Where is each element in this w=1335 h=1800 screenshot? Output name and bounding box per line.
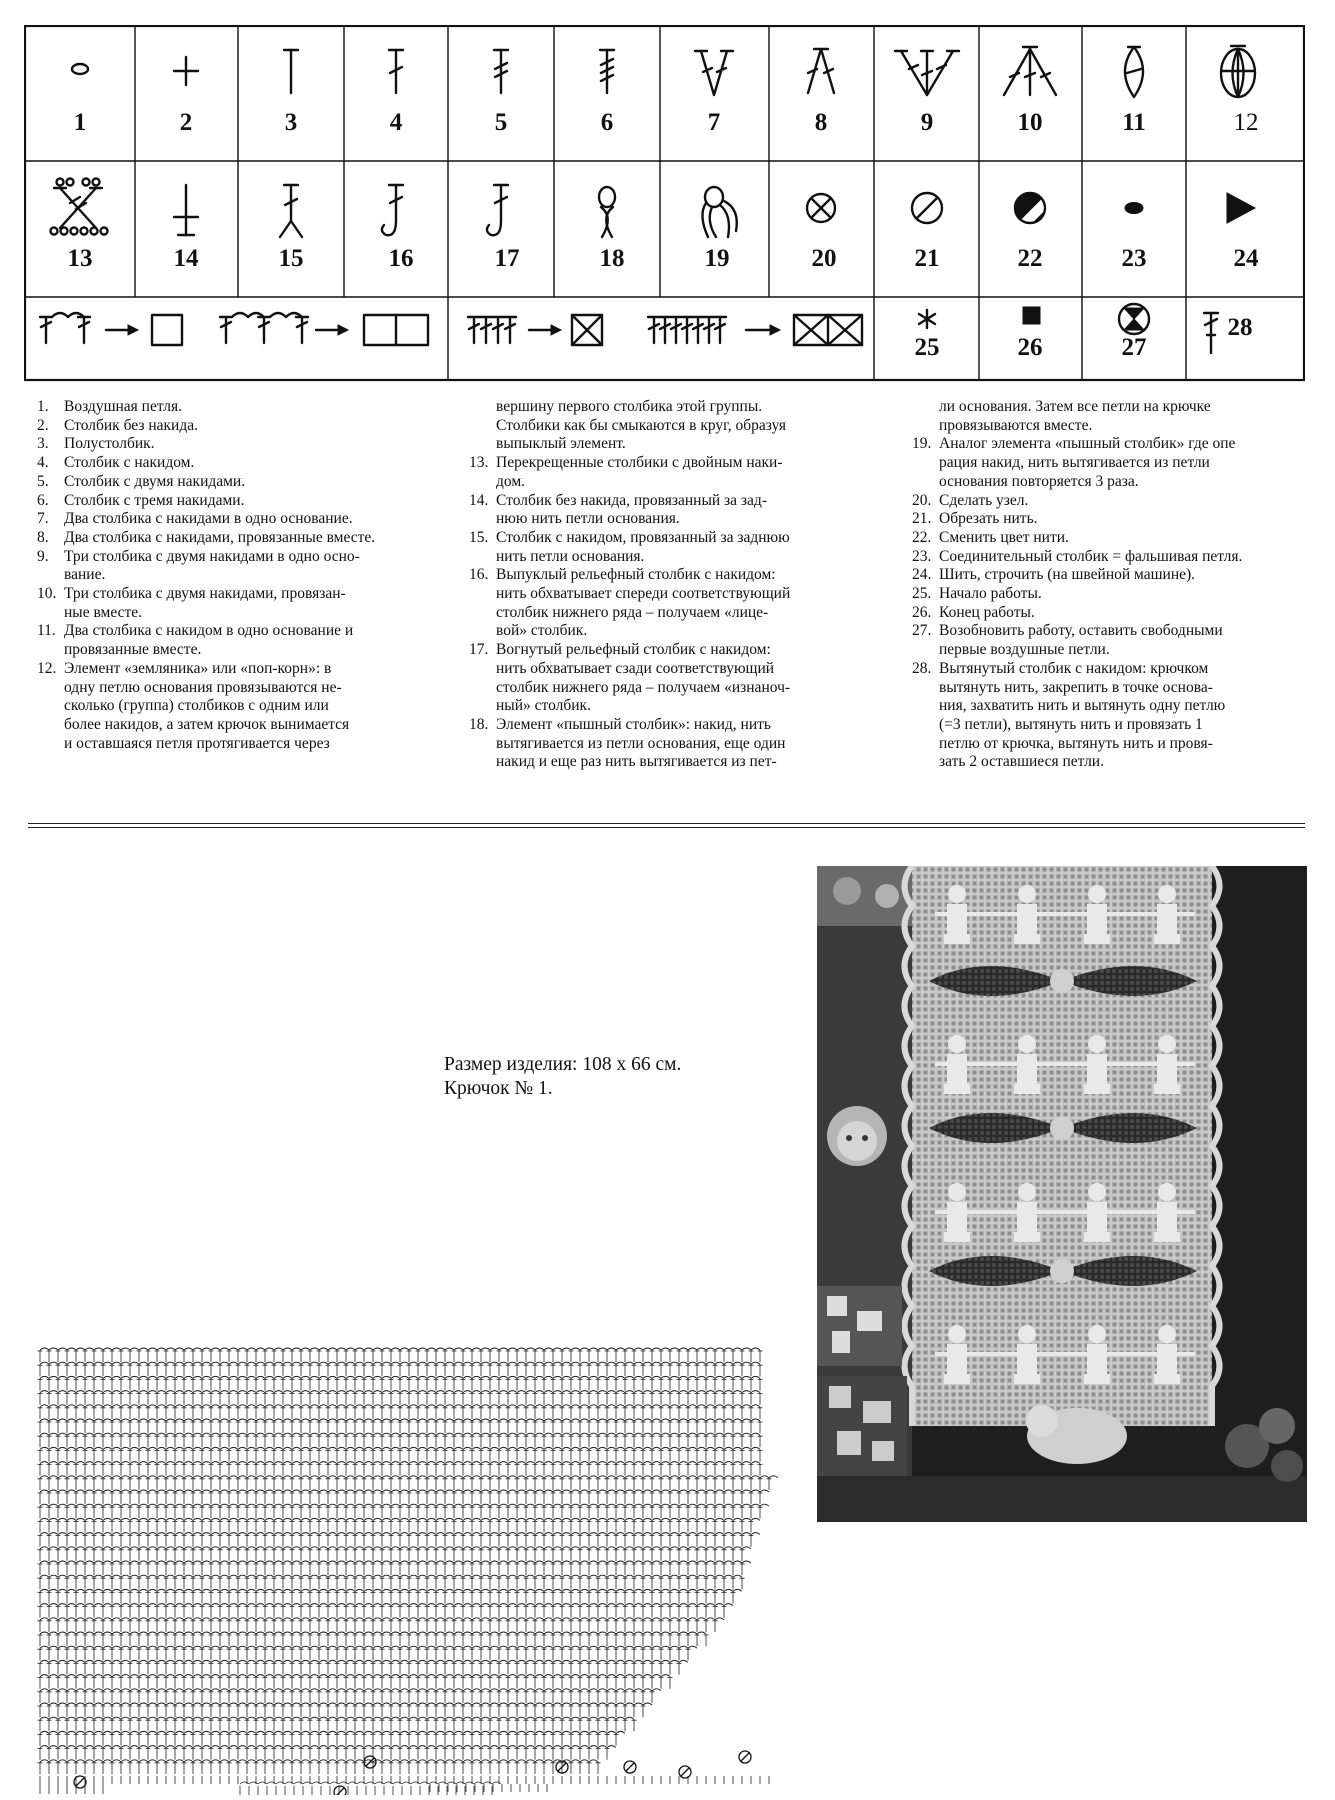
item-number: 11. xyxy=(37,622,56,640)
item-number: 17. xyxy=(469,641,489,659)
item-text: Аналог элемента «пышный столбик» где опе рация накид, нить вытягивается из петли основания повторяется 3 раза. xyxy=(939,435,1236,490)
item-number: 12. xyxy=(37,659,57,677)
item-number: 24. xyxy=(912,566,932,584)
legend-description-item xyxy=(30,660,450,754)
chart-stitch-row xyxy=(38,1762,601,1774)
crochet-chart xyxy=(30,1342,800,1795)
chart-stitch-row xyxy=(38,1421,763,1433)
chart-stitch-row xyxy=(40,1646,697,1648)
item-number: 26. xyxy=(912,603,932,621)
symbol-legend-table xyxy=(24,25,1305,382)
item-text: Конец работы. xyxy=(939,603,1035,621)
item-text: Обрезать нить. xyxy=(939,510,1038,528)
legend-descriptions-column-1 xyxy=(30,398,450,753)
sc-back-loop-icon xyxy=(174,185,198,235)
item-number: 3. xyxy=(37,435,49,453)
stitches-to-double-crossed-square-icon xyxy=(648,315,862,345)
legend-number: 23 xyxy=(1121,245,1147,272)
legend-description-item xyxy=(905,604,1315,623)
chart-stitch-row xyxy=(38,1364,763,1376)
legend-number: 11 xyxy=(1122,109,1146,136)
legend-description-item xyxy=(905,510,1315,529)
legend-description-item xyxy=(905,585,1315,604)
dc-back-loop-icon xyxy=(280,185,302,237)
item-text: Выпуклый рельефный столбик с накидом: нить обхватывает спереди соответствующий столбик нижнего ряда – получаем «лице- вой» столбик. xyxy=(496,566,791,640)
item-text: Вогнутый рельефный столбик с накидом: нить обхватывает сзади соответствующий столбик нижнего ряда – получаем «изнаноч- ный» столбик. xyxy=(496,641,791,715)
chart-stitch-row xyxy=(38,1506,763,1518)
item-number: 8. xyxy=(37,528,49,546)
item-text: Перекрещенные столбики с двойным наки- дом. xyxy=(496,454,783,490)
project-info xyxy=(444,1053,681,1101)
chart-stitch-row xyxy=(38,1733,619,1745)
legend-number: 6 xyxy=(600,109,614,136)
legend-description-item xyxy=(30,585,450,622)
item-text: Воздушная петля. xyxy=(64,398,182,415)
curtain-photo xyxy=(817,866,1307,1522)
item-number: 18. xyxy=(469,715,489,733)
chart-stitch-row xyxy=(40,1547,751,1549)
chart-stitch-row xyxy=(40,1405,760,1407)
chart-stitch-row xyxy=(38,1478,772,1490)
cut-thread-icon xyxy=(912,193,942,223)
cut-thread-marker-slash xyxy=(681,1768,689,1776)
section-divider xyxy=(28,823,1305,824)
item-text: Соединительный столбик = фальшивая петля. xyxy=(939,547,1243,565)
legend-number: 7 xyxy=(707,109,721,136)
chart-stitch-row xyxy=(38,1407,763,1419)
legend-number: 15 xyxy=(278,245,304,272)
single-crochet-icon xyxy=(174,57,198,85)
legend-description-item xyxy=(462,529,882,566)
popcorn-icon xyxy=(1221,46,1255,97)
chart-stitch-row xyxy=(38,1464,763,1476)
legend-number: 25 xyxy=(914,334,940,361)
item-number: 5. xyxy=(37,472,49,490)
chart-stitch-row xyxy=(40,1632,706,1634)
chart-stitch-row xyxy=(40,1376,760,1378)
cut-thread-marker-slash xyxy=(741,1753,749,1761)
resume-work-icon xyxy=(1119,304,1149,334)
chains-to-double-square-icon xyxy=(220,313,428,345)
size-label: Размер изделия: 108 х 66 см. xyxy=(444,1054,682,1075)
chart-stitch-row xyxy=(40,1589,742,1591)
legend-description-item xyxy=(30,473,450,492)
legend-number: 24 xyxy=(1233,245,1259,272)
legend-description-item xyxy=(462,492,882,529)
chart-stitch-row xyxy=(38,1549,745,1561)
chain-stitch-icon xyxy=(72,64,88,74)
legend-descriptions-column-2 xyxy=(462,398,882,772)
legend-number: 16 xyxy=(388,245,414,272)
legend-number: 10 xyxy=(1017,109,1043,136)
item-text: Шить, строчить (на швейной машине). xyxy=(939,566,1196,584)
section-divider xyxy=(28,827,1305,828)
legend-number: 17 xyxy=(494,245,520,272)
item-text: Столбик с тремя накидами. xyxy=(64,491,245,509)
chart-stitch-row xyxy=(38,1449,763,1461)
cut-thread-marker-slash xyxy=(76,1778,84,1786)
legend-number: 26 xyxy=(1017,334,1043,361)
item-text: Три столбика с двумя накидами в одно осно- вание. xyxy=(64,547,360,584)
chart-stitch-row xyxy=(38,1634,709,1646)
legend-number: 4 xyxy=(389,109,403,136)
item-text: Два столбика с накидом в одно основание и провязанные вместе. xyxy=(64,622,354,659)
start-asterisk-icon xyxy=(919,310,935,328)
legend-description-item xyxy=(905,435,1315,491)
cut-thread-marker-slash xyxy=(626,1763,634,1771)
item-text: Сделать узел. xyxy=(939,491,1029,509)
legend-description-item xyxy=(905,492,1315,511)
chart-stitch-row xyxy=(38,1719,637,1731)
item-text: Элемент «земляника» или «поп-корн»: в одну петлю основания провязываются не- сколько (группа) столбиков с одним или более накидов, а затем крючок вынимается и оставшаяся петля протягивается через xyxy=(64,659,350,752)
chart-stitch-row xyxy=(38,1435,763,1447)
puff-stitch-variant-icon xyxy=(702,187,736,237)
legend-description-item xyxy=(462,641,882,716)
legend-number: 19 xyxy=(704,245,730,272)
item-text: Столбик с накидом, провязанный за заднюю нить петли основания. xyxy=(496,528,790,565)
item-text: Начало работы. xyxy=(939,585,1042,603)
item-number: 19. xyxy=(912,435,932,453)
item-number: 1. xyxy=(37,398,49,415)
extended-dc-icon xyxy=(1204,313,1218,353)
item-number: 25. xyxy=(912,585,932,603)
double-crochet-icon xyxy=(389,50,403,93)
cut-thread-marker-slash xyxy=(336,1788,344,1795)
item-number: 4. xyxy=(37,454,49,472)
crossed-stitches-icon xyxy=(51,179,108,235)
hook-label: Крючок № 1. xyxy=(444,1078,553,1099)
front-post-dc-icon xyxy=(382,185,403,235)
legend-number: 9 xyxy=(920,109,934,136)
item-number: 6. xyxy=(37,491,49,509)
slip-stitch-icon xyxy=(1125,203,1143,214)
chart-stitch-row xyxy=(40,1703,652,1705)
legend-description-item xyxy=(30,548,450,585)
chart-stitch-row xyxy=(40,1476,778,1478)
chart-stitch-row xyxy=(38,1350,763,1362)
legend-number: 20 xyxy=(811,245,837,272)
item-text: Элемент «пышный столбик»: накид, нить вытягивается из петли основания, еще один накид и еще раз нить вытягивается из пет- xyxy=(496,715,786,771)
legend-number: 13 xyxy=(67,245,93,272)
item-number: 22. xyxy=(912,528,932,546)
item-number: 27. xyxy=(912,622,932,640)
chart-stitch-row xyxy=(38,1705,646,1717)
legend-number: 5 xyxy=(494,109,508,136)
chart-stitch-row xyxy=(40,1518,760,1520)
chart-stitch-row xyxy=(40,1782,547,1795)
chart-stitch-row xyxy=(40,1362,760,1364)
legend-number: 14 xyxy=(173,245,199,272)
double-3yo-icon xyxy=(600,50,614,93)
legend-description-item xyxy=(905,622,1315,659)
chart-stitch-row xyxy=(38,1393,763,1405)
two-dc-together-icon xyxy=(808,49,834,93)
chart-stitch-row xyxy=(38,1535,754,1547)
chart-stitch-row xyxy=(38,1492,763,1504)
legend-description-item xyxy=(30,454,450,473)
end-square-icon xyxy=(1023,307,1040,324)
chart-stitch-row xyxy=(40,1561,751,1563)
continued-text: вершину первого столбика этой группы. Столбики как бы смыкаются в круг, образуя выпыклый элемент. xyxy=(496,398,787,453)
legend-description-item xyxy=(30,529,450,548)
chart-stitch-row xyxy=(40,1618,724,1620)
item-text: Два столбика с накидами в одно основание. xyxy=(64,510,353,528)
chart-stitch-row xyxy=(40,1731,625,1733)
chart-stitch-row xyxy=(40,1490,769,1492)
item-number: 15. xyxy=(469,528,489,546)
legend-number: 28 xyxy=(1227,314,1253,341)
chart-stitch-row xyxy=(38,1677,673,1689)
puff-stitch-icon xyxy=(599,187,615,237)
chart-stitch-row xyxy=(40,1462,760,1464)
item-number: 7. xyxy=(37,510,49,528)
legend-description-item xyxy=(30,398,450,417)
chart-stitch-row xyxy=(40,1419,760,1421)
chart-stitch-row xyxy=(38,1620,718,1632)
item-text: Столбик без накида. xyxy=(64,416,198,434)
legend-description-item xyxy=(462,716,882,772)
chart-stitch-row xyxy=(40,1675,670,1677)
legend-description-item xyxy=(905,660,1315,772)
change-color-icon xyxy=(1015,193,1045,223)
item-text: Вытянутый столбик с накидом: крючком вытянуть нить, закрепить в точке основа- ния, захватить нить и вытянуть одну петлю (=3 петли), вытянуть нить и провязать 1 петлю от крючка, вытянуть нить и провя- зать 2 оставшиеся петли. xyxy=(939,659,1226,771)
legend-description-item xyxy=(30,510,450,529)
chart-stitch-row xyxy=(38,1748,610,1760)
item-number: 20. xyxy=(912,491,932,509)
chart-stitch-row xyxy=(40,1433,760,1435)
item-text: Столбик с накидом. xyxy=(64,454,195,472)
legend-description-item xyxy=(462,454,882,491)
legend-number: 8 xyxy=(814,109,828,136)
chart-stitch-row xyxy=(40,1717,634,1719)
legend-number: 12 xyxy=(1233,109,1259,136)
chart-stitch-row xyxy=(38,1606,727,1618)
item-number: 28. xyxy=(912,659,932,677)
cut-thread-marker xyxy=(334,1786,346,1795)
item-number: 13. xyxy=(469,454,489,472)
legend-description-item xyxy=(30,435,450,454)
back-post-dc-icon xyxy=(487,185,508,235)
chart-stitch-row xyxy=(38,1577,745,1589)
item-number: 14. xyxy=(469,491,489,509)
item-number: 16. xyxy=(469,566,489,584)
item-text: Столбик без накида, провязанный за зад- нюю нить петли основания. xyxy=(496,491,767,528)
chart-stitch-row xyxy=(40,1447,760,1449)
chart-stitch-row xyxy=(40,1746,616,1748)
legend-description-item xyxy=(30,622,450,659)
legend-number: 21 xyxy=(914,245,940,272)
item-text: Полустолбик. xyxy=(64,435,155,453)
legend-description-item xyxy=(905,566,1315,585)
item-text: Сменить цвет нити. xyxy=(939,528,1069,546)
three-dc-together-icon xyxy=(1004,47,1056,95)
chart-stitch-row xyxy=(38,1662,682,1674)
chart-stitch-row xyxy=(40,1689,661,1691)
continued-text: ли основания. Затем все петли на крючке провязываются вместе. xyxy=(939,398,1211,434)
chart-stitch-row xyxy=(38,1378,763,1390)
legend-description-item xyxy=(30,492,450,511)
legend-number: 22 xyxy=(1017,245,1043,272)
chart-stitch-row xyxy=(38,1520,754,1532)
item-text: Возобновить работу, оставить свободными первые воздушные петли. xyxy=(939,622,1223,659)
v-two-dc-same-base-icon xyxy=(695,51,733,95)
chart-stitch-row xyxy=(38,1648,691,1660)
chart-stitch-row xyxy=(38,1691,655,1703)
legend-description-item xyxy=(905,529,1315,548)
chart-stitch-row xyxy=(40,1760,598,1762)
legend-descriptions-column-3 xyxy=(905,398,1315,772)
chart-stitch-row xyxy=(40,1504,769,1506)
three-dc-same-base-icon xyxy=(895,51,959,95)
sew-icon xyxy=(1227,193,1255,223)
chart-stitch-row xyxy=(40,1575,742,1577)
legend-number: 2 xyxy=(179,109,193,136)
chart-stitch-row xyxy=(40,1604,733,1606)
item-number: 2. xyxy=(37,416,49,434)
chart-stitch-row xyxy=(40,1660,688,1662)
chart-stitch-row xyxy=(40,1533,760,1535)
stitches-to-crossed-square-icon xyxy=(468,315,602,345)
item-text: Три столбика с двумя накидами, провязан- ные вместе. xyxy=(64,585,346,621)
item-text: Два столбика с накидами, провязанные вместе. xyxy=(64,528,376,546)
knot-icon xyxy=(807,194,835,222)
legend-number: 1 xyxy=(73,109,87,136)
double-2yo-icon xyxy=(494,50,508,93)
chart-stitch-row xyxy=(38,1591,736,1603)
item-number: 21. xyxy=(912,510,932,528)
item-text: Столбик с двумя накидами. xyxy=(64,472,246,490)
two-dc-same-base-joined-icon xyxy=(1125,47,1143,97)
item-number: 9. xyxy=(37,547,49,565)
legend-number: 3 xyxy=(284,109,298,136)
item-number: 23. xyxy=(912,547,932,565)
chart-stitch-row xyxy=(40,1391,760,1393)
chain-to-square-icon xyxy=(40,313,182,345)
chart-stitch-row xyxy=(40,1348,760,1350)
legend-description-item xyxy=(30,417,450,436)
legend-number: 18 xyxy=(599,245,625,272)
legend-description-item xyxy=(905,548,1315,567)
chart-stitch-row xyxy=(38,1563,745,1575)
item-number: 10. xyxy=(37,585,57,603)
half-double-icon xyxy=(284,50,298,93)
legend-number: 27 xyxy=(1121,334,1147,361)
legend-description-item xyxy=(462,566,882,641)
